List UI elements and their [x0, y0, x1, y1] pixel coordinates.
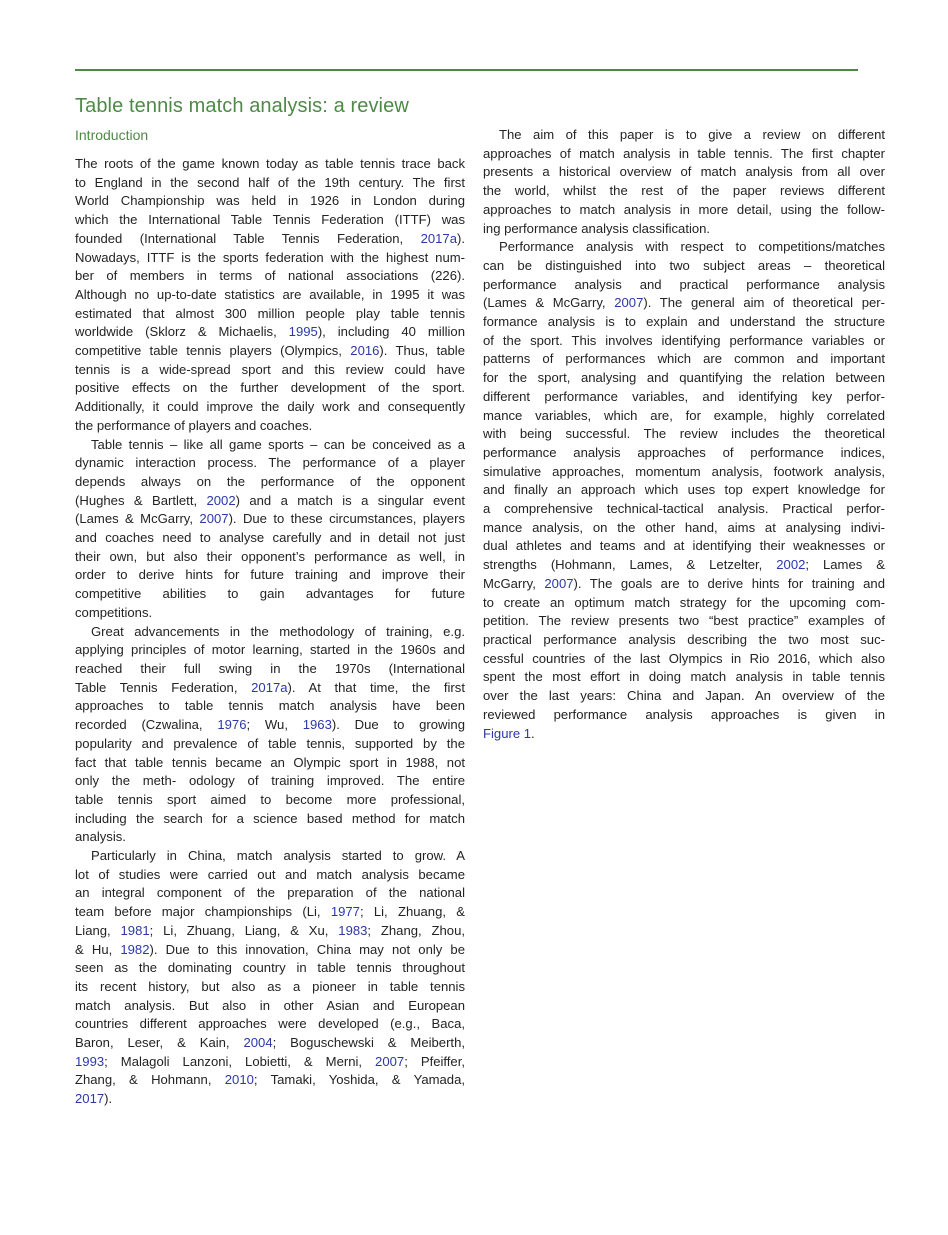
text-line: different performance variables, and identifying key perfor-: [483, 388, 885, 404]
text-line: Particularly in China, match analysis started to grow. A: [91, 848, 465, 864]
text-line: Additionally, it could improve the daily work and consequently: [75, 399, 465, 415]
text-line: worldwide (Sklorz & Michaelis, 1995), including 40 million: [75, 324, 465, 340]
text-line: 1993; Malagoli Lanzoni, Lobietti, & Merni, 2007; Pfeiffer,: [75, 1053, 465, 1069]
right-column: [483, 126, 885, 1109]
text-line: reached their full swing in the 1970s (International: [75, 660, 465, 676]
text-line: depends always on the performance of the opponent: [75, 473, 465, 489]
text-line: & Hu, 1982). Due to this innovation, China may not only be: [75, 941, 465, 957]
text-line: founded (International Table Tennis Federation, 2017a).: [75, 230, 465, 246]
citation-link[interactable]: 2017a: [420, 230, 457, 246]
text-line: with being successful. The review includes the theoretical: [483, 426, 885, 442]
left-column-text: [75, 155, 465, 1109]
citation-link[interactable]: 1993: [75, 1053, 105, 1069]
text-line: fact that table tennis became an Olympic sport in 1988, not: [75, 754, 465, 770]
citation-link[interactable]: 2016: [350, 343, 380, 359]
citation-link[interactable]: 1976: [217, 717, 247, 733]
paragraph: [483, 238, 885, 743]
text-line: tennis is a wide-spread sport and this review could have: [75, 361, 465, 377]
text-line: the world, whilst the rest of the paper reviews different: [483, 183, 885, 199]
text-line: positive effects on the further development of the sport.: [75, 380, 465, 396]
text-line: their own, but also their opponent’s performance as well, in: [75, 548, 465, 564]
paragraph: [483, 126, 885, 238]
citation-link[interactable]: 2002: [206, 492, 236, 508]
text-line: formance analysis is to explain and understand the structure: [483, 314, 885, 330]
citation-link[interactable]: 1983: [338, 922, 368, 938]
text-line: popularity and prevalence of table tennis, supported by the: [75, 735, 465, 751]
text-line: Zhang, & Hohmann, 2010; Tamaki, Yoshida, & Yamada,: [75, 1072, 465, 1088]
text-line: order to derive hints for future training and improve their: [75, 567, 465, 583]
text-line: ber of members in terms of national associations (226).: [75, 268, 465, 284]
citation-link[interactable]: 2004: [243, 1035, 273, 1051]
text-line: team before major championships (Li, 1977; Li, Zhuang, &: [75, 904, 465, 920]
text-line: approaches to table tennis match analysis have been: [75, 698, 465, 714]
text-line: table tennis sport aimed to become more professional,: [75, 791, 465, 807]
text-line: an integral component of the preparation of the national: [75, 885, 465, 901]
text-line: World Championship was held in 1926 in London during: [75, 193, 465, 209]
text-line: and coaches need to analyse carefully and in detail not just: [75, 530, 465, 546]
text-line: seen as the dominating country in table tennis throughout: [75, 960, 465, 976]
text-line: for the sport, analysing and quantifying the relation between: [483, 370, 885, 386]
figure-link[interactable]: Figure 1: [483, 725, 532, 741]
text-line: The roots of the game known today as table tennis trace back: [75, 156, 465, 171]
text-line: including the search for a science based method for match: [75, 810, 465, 826]
text-line: countries different approaches were developed (e.g., Baca,: [75, 1016, 465, 1032]
text-line: to create an optimum match strategy for the upcoming com-: [483, 594, 885, 610]
text-line: Great advancements in the methodology of training, e.g.: [91, 623, 465, 639]
text-line: performance analysis and practical performance analysis: [483, 276, 885, 292]
text-line: Liang, 1981; Li, Zhuang, Liang, & Xu, 1983; Zhang, Zhou,: [75, 922, 465, 938]
page-title: Table tennis match analysis: a review: [75, 95, 409, 118]
text-line: simulative approaches, momentum analysis, footwork analysis,: [483, 463, 885, 479]
citation-link[interactable]: 2007: [199, 511, 229, 527]
paragraph: [75, 155, 465, 436]
text-line: estimated that almost 300 million people play table tennis: [75, 305, 465, 321]
text-line: Table Tennis Federation, 2017a). At that time, the first: [75, 679, 465, 695]
text-line: recorded (Czwalina, 1976; Wu, 1963). Due to growing: [75, 717, 465, 733]
text-line: practical performance analysis describing the two most suc-: [483, 631, 885, 647]
text-line: a comprehensive technical-tactical analysis. Practical perfor-: [483, 501, 885, 517]
text-line: Nowadays, ITTF is the sports federation with the highest num-: [75, 249, 465, 265]
paragraph: [75, 623, 465, 847]
text-line: over the last years: China and Japan. An overview of the: [483, 688, 885, 704]
header-rule: [75, 69, 858, 71]
citation-link[interactable]: 2002: [776, 557, 806, 573]
text-line: mance variables, which are, for example, highly correlated: [483, 407, 885, 423]
text-line: can be distinguished into two subject areas – theoretical: [483, 257, 885, 273]
text-line: presents a historical overview of match analysis from all over: [483, 164, 885, 180]
left-column: [75, 126, 465, 1109]
text-line: mance analysis, on the other hand, aims at analysing indivi-: [483, 519, 885, 535]
section-heading-introduction: Introduction: [75, 127, 149, 143]
text-line: dynamic interaction process. The performance of a player: [75, 455, 465, 471]
text-line: spent the most effort in doing match analysis in table tennis: [483, 669, 885, 685]
citation-link[interactable]: 1995: [288, 324, 318, 340]
text-line: the performance of players and coaches.: [75, 417, 313, 433]
text-line: cessful countries of the last Olympics in Rio 2016, which also: [483, 650, 885, 666]
text-line: (Hughes & Bartlett, 2002) and a match is a singular event: [75, 492, 465, 508]
article-body: [75, 126, 885, 1109]
text-line: approaches to match analysis in more detail, using the follow-: [483, 201, 885, 217]
citation-link[interactable]: 1981: [120, 922, 150, 938]
text-line: of the sport. This involves identifying performance variables or: [483, 332, 885, 348]
text-line: strengths (Hohmann, Lames, & Letzelter, 2002; Lames &: [483, 557, 885, 573]
text-line: ing performance analysis classification.: [483, 220, 711, 236]
text-line: to England in the second half of the 19th century. The first: [75, 174, 465, 190]
citation-link[interactable]: 2007: [614, 295, 644, 311]
text-line: and finally an approach which uses top expert knowledge for: [483, 482, 885, 498]
text-line: match analysis. But also in other Asian and European: [75, 997, 465, 1013]
text-line: The aim of this paper is to give a review on different: [499, 127, 885, 142]
text-line: its recent history, but also as a pioneer in table tennis: [75, 978, 465, 994]
text-line: 2017).: [75, 1091, 113, 1107]
citation-link[interactable]: 2017: [75, 1091, 105, 1107]
text-line: performance analysis approaches of performance indices,: [483, 444, 885, 460]
citation-link[interactable]: 2017a: [251, 679, 288, 695]
citation-link[interactable]: 2007: [375, 1053, 405, 1069]
text-line: patterns of performances which are common and important: [483, 351, 885, 367]
paragraph: [75, 847, 465, 1109]
text-line: analysis.: [75, 829, 126, 845]
citation-link[interactable]: 2010: [224, 1072, 254, 1088]
text-line: competitions.: [75, 604, 153, 620]
text-line: Performance analysis with respect to competitions/matches: [499, 239, 885, 255]
text-line: McGarry, 2007). The goals are to derive hints for training and: [483, 575, 885, 591]
text-line: Table tennis – like all game sports – can be conceived as a: [91, 436, 465, 452]
text-line: dual athletes and teams and at identifying their weaknesses or: [483, 538, 885, 554]
citation-link[interactable]: 1977: [330, 904, 360, 920]
text-line: applying principles of motor learning, started in the 1960s and: [75, 642, 465, 658]
paragraph: [75, 436, 465, 623]
text-line: (Lames & McGarry, 2007). Due to these circumstances, players: [75, 511, 465, 527]
text-line: Baron, Leser, & Kain, 2004; Boguschewski & Meiberth,: [75, 1035, 465, 1051]
citation-link[interactable]: 1982: [120, 941, 150, 957]
text-line: Figure 1.: [483, 725, 535, 741]
text-line: (Lames & McGarry, 2007). The general aim of theoretical per-: [483, 295, 885, 311]
text-line: approaches of match analysis in table tennis. The first chapter: [483, 145, 885, 161]
text-line: competitive table tennis players (Olympics, 2016). Thus, table: [75, 343, 465, 359]
text-line: lot of studies were carried out and match analysis became: [75, 866, 465, 882]
text-line: Although no up-to-date statistics are available, in 1995 it was: [75, 286, 465, 302]
citation-link[interactable]: 1963: [302, 717, 332, 733]
text-line: only the meth- odology of training improved. The entire: [75, 773, 465, 789]
text-line: petition. The review presents two “best practice” examples of: [483, 613, 885, 629]
text-line: which the International Table Tennis Federation (ITTF) was: [75, 212, 465, 228]
text-line: competitive abilities to gain advantages for future: [75, 586, 465, 602]
text-line: reviewed performance analysis approaches is given in: [483, 706, 885, 722]
right-column-text: [483, 126, 885, 743]
citation-link[interactable]: 2007: [544, 575, 574, 591]
